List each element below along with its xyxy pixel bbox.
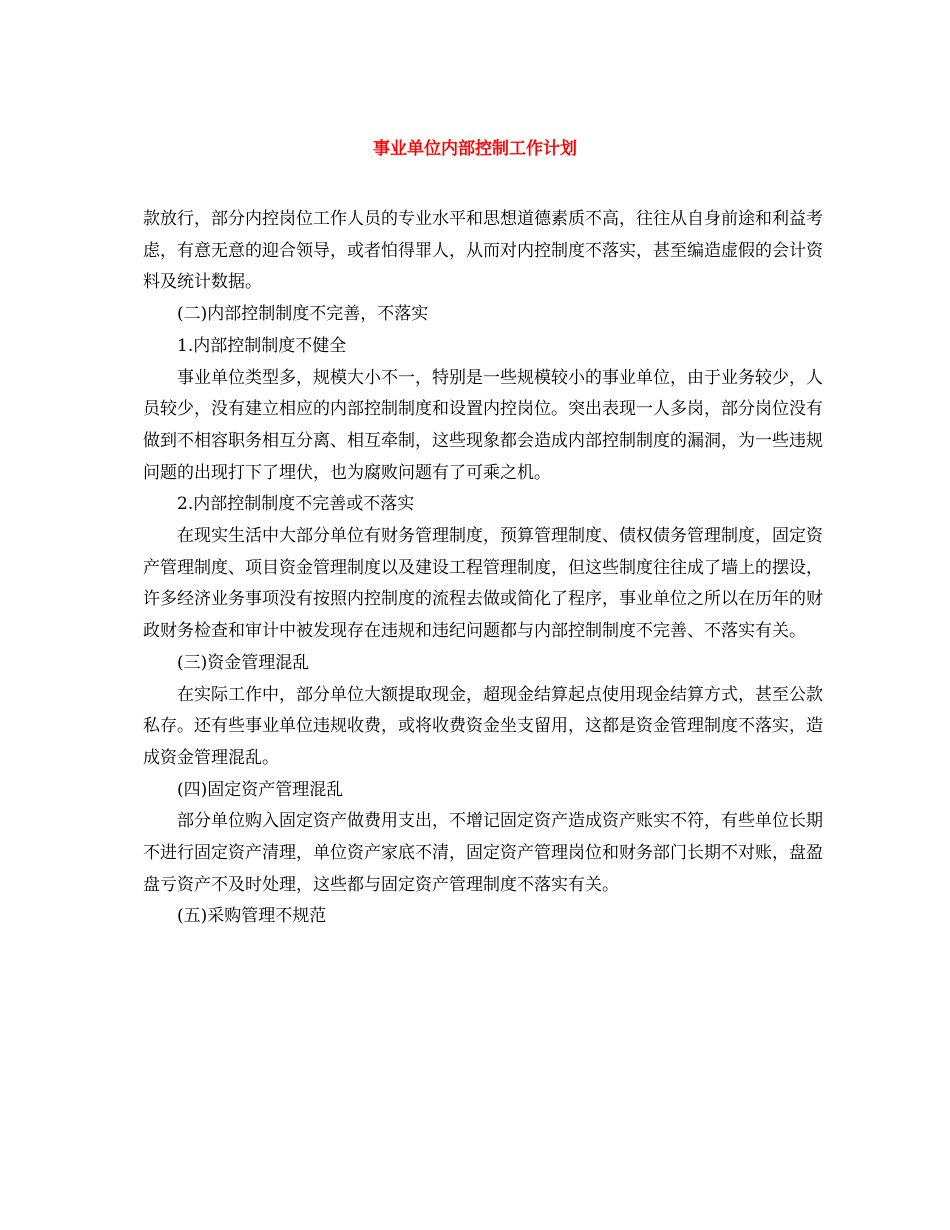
subsection-heading-1: 1.内部控制制度不健全	[177, 335, 347, 356]
paragraph-continuation: 款放行，部分内控岗位工作人员的专业水平和思想道德素质不高，往往从自身前途和利益考虑，有意无意的迎合领导，或者怕得罪人，从而对内控制度不落实，甚至编造虚假的会计资料及统计数据。	[143, 209, 823, 293]
section-heading-5: (五)采购管理不规范	[177, 906, 327, 927]
section-heading-4: (四)固定资产管理混乱	[177, 779, 344, 800]
paragraph: 部分单位购入固定资产做费用支出，不增记固定资产造成资产账实不符，有些单位长期不进行固定资产清理，单位资产家底不清，固定资产管理岗位和财务部门长期不对账，盘盈盘亏资产不及时处理，这些都与固定资产管理制度不落实有关。	[143, 811, 823, 895]
paragraph: 事业单位类型多，规模大小不一，特别是一些规模较小的事业单位，由于业务较少，人员较少，没有建立相应的内部控制制度和设置内控岗位。突出表现一人多岗，部分岗位没有做到不相容职务相互分离、相互牵制，这些现象都会造成内部控制制度的漏洞，为一些违规问题的出现打下了埋伏，也为腐败问题有了可乘之机。	[143, 367, 823, 483]
paragraph: 在现实生活中大部分单位有财务管理制度，预算管理制度、债权债务管理制度，固定资产管理制度、项目资金管理制度以及建设工程管理制度，但这些制度往往成了墙上的摆设，许多经济业务事项没有按照内控制度的流程去做或简化了程序，事业单位之所以在历年的财政财务检查和审计中被发现存在违规和违纪问题都与内部控制制度不完善、不落实有关。	[143, 526, 823, 642]
section-heading-3: (三)资金管理混乱	[177, 652, 310, 673]
section-heading-2: (二)内部控制制度不完善，不落实	[177, 304, 429, 325]
document-title: 事业单位内部控制工作计划	[373, 139, 577, 159]
paragraph: 在实际工作中，部分单位大额提取现金，超现金结算起点使用现金结算方式，甚至公款私存。还有些事业单位违规收费，或将收费资金坐支留用，这都是资金管理制度不落实，造成资金管理混乱。	[143, 684, 823, 768]
document-body	[143, 204, 823, 933]
subsection-heading-2: 2.内部控制制度不完善或不落实	[177, 494, 415, 515]
